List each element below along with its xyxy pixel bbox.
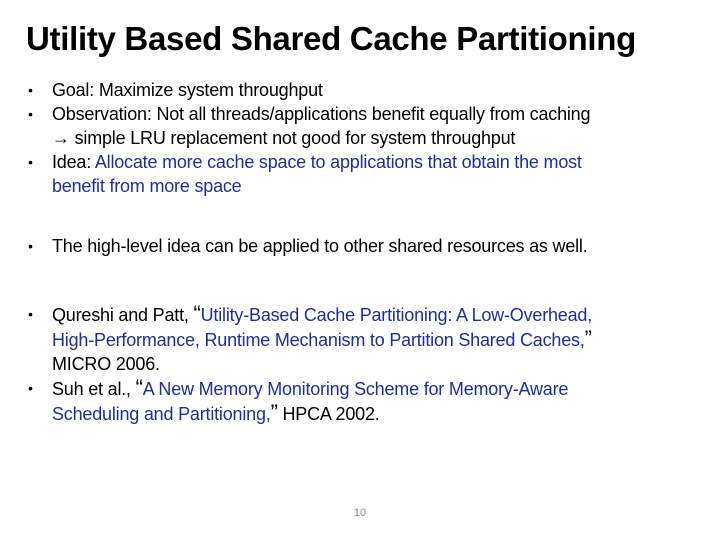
observation-line-2: → simple LRU replacement not good for system throughput (52, 128, 516, 148)
ref2-title-line-2: Scheduling and Partitioning, (52, 404, 271, 424)
ref2-venue: HPCA 2002. (277, 404, 380, 424)
bullet-icon: • (28, 82, 33, 98)
observation-line-1: Observation: Not all threads/applications benefit equally from caching (52, 104, 591, 124)
bullet-goal (26, 78, 696, 102)
slide-title: Utility Based Shared Cache Partitioning (26, 20, 636, 57)
ref2-close-quote: ” (270, 400, 278, 425)
ref1-authors: Qureshi and Patt, (52, 305, 194, 325)
bullet-icon: • (28, 154, 33, 170)
bullet-idea (26, 150, 696, 198)
ref1-close-quote: ” (584, 326, 592, 351)
bullet-icon: • (28, 106, 33, 122)
idea-text-line-1: Allocate more cache space to applications that obtain the most (94, 152, 582, 172)
ref1-open-quote: “ (193, 301, 201, 326)
idea-label: Idea: (52, 152, 95, 172)
idea-text-line-2: benefit from more space (52, 176, 242, 196)
bullet-list (26, 78, 696, 426)
bullet-highlevel (26, 234, 696, 258)
bullet-reference-qureshi (26, 302, 696, 376)
bullet-icon: • (28, 238, 33, 254)
ref1-title-line-2: High-Performance, Runtime Mechanism to Partition Shared Caches, (52, 330, 585, 350)
bullet-observation (26, 102, 696, 150)
goal-text: Goal: Maximize system throughput (52, 80, 323, 100)
highlevel-text: The high-level idea can be applied to other shared resources as well. (52, 236, 588, 256)
ref2-open-quote: “ (135, 375, 143, 400)
page-number: 10 (353, 507, 367, 519)
ref1-venue: MICRO 2006. (52, 354, 160, 374)
bullet-icon: • (28, 380, 33, 396)
bullet-icon: • (28, 306, 33, 322)
ref2-title-line-1: A New Memory Monitoring Scheme for Memory-Aware (142, 379, 569, 399)
ref1-title-line-1: Utility-Based Cache Partitioning: A Low-Overhead, (200, 305, 593, 325)
bullet-reference-suh (26, 376, 696, 426)
ref2-authors: Suh et al., (52, 379, 136, 399)
